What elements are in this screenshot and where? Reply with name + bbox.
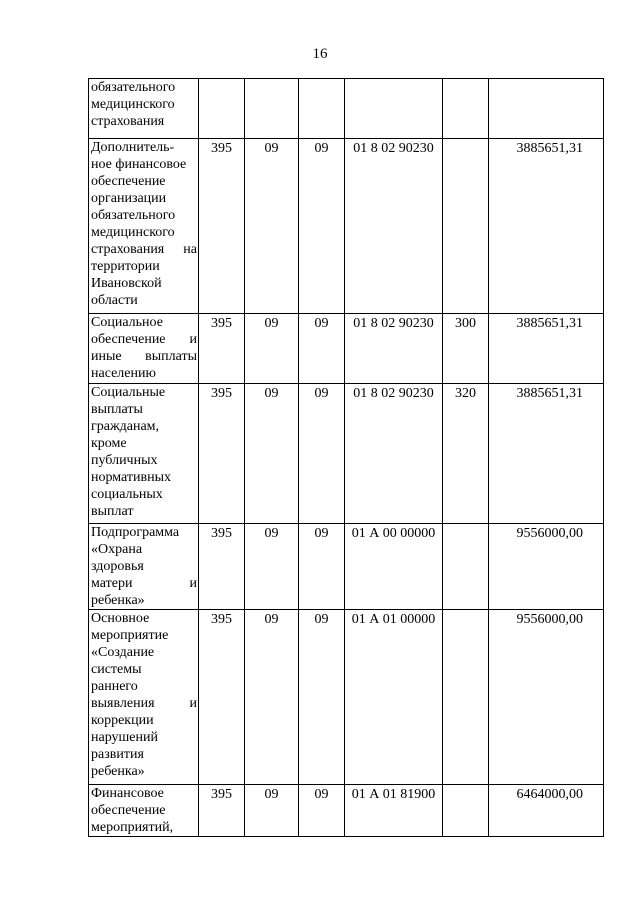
section-code-cell: 09 <box>245 524 299 610</box>
item-name-cell <box>89 314 199 384</box>
amount-cell <box>489 79 604 139</box>
amount-cell: 3885651,31 <box>489 139 604 314</box>
expense-type-cell <box>443 79 489 139</box>
section-code-cell <box>245 79 299 139</box>
table-row <box>89 785 604 837</box>
section-code-cell: 09 <box>245 384 299 524</box>
item-name-line: Основное <box>91 611 150 626</box>
subsection-code-cell <box>299 79 345 139</box>
item-name-cell <box>89 785 199 837</box>
expense-type-cell: 320 <box>443 384 489 524</box>
target-article-cell: 01 А 01 81900 <box>345 785 443 837</box>
section-code-cell: 09 <box>245 314 299 384</box>
page-number: 16 <box>312 46 328 62</box>
item-name-line: Дополнитель- <box>91 140 175 155</box>
item-name-line: медицинского <box>91 225 175 240</box>
item-name-line: «Создание <box>91 645 155 660</box>
item-name-line: системы <box>91 662 142 677</box>
expense-type-cell <box>443 785 489 837</box>
amount-cell: 3885651,31 <box>489 314 604 384</box>
item-name-line: матери и <box>91 576 197 591</box>
target-article-cell <box>345 79 443 139</box>
item-name-line: территории <box>91 259 160 274</box>
ministry-code-cell: 395 <box>199 524 245 610</box>
subsection-code-cell: 09 <box>299 785 345 837</box>
item-name-line: ребенка» <box>91 593 145 608</box>
subsection-code-cell: 09 <box>299 524 345 610</box>
item-name-line: нарушений <box>91 730 158 745</box>
amount-cell: 9556000,00 <box>489 524 604 610</box>
ministry-code-cell: 395 <box>199 785 245 837</box>
item-name-line: организации <box>91 191 167 206</box>
section-code-cell: 09 <box>245 610 299 785</box>
ministry-code-cell: 395 <box>199 139 245 314</box>
budget-table-body <box>89 79 604 837</box>
item-name-line: выплаты <box>91 402 143 417</box>
item-name-cell <box>89 384 199 524</box>
amount-cell: 6464000,00 <box>489 785 604 837</box>
table-row <box>89 384 604 524</box>
expense-type-cell <box>443 610 489 785</box>
expense-type-cell <box>443 524 489 610</box>
table-row <box>89 610 604 785</box>
item-name-line: обеспечение <box>91 174 166 189</box>
table-row <box>89 139 604 314</box>
table-row <box>89 524 604 610</box>
subsection-code-cell: 09 <box>299 314 345 384</box>
budget-table <box>88 78 604 837</box>
item-name-line: коррекции <box>91 713 154 728</box>
item-name-line: социальных <box>91 487 163 502</box>
item-name-cell <box>89 524 199 610</box>
subsection-code-cell: 09 <box>299 384 345 524</box>
item-name-cell <box>89 610 199 785</box>
item-name-line: обязательного <box>91 80 176 95</box>
item-name-line: страхования на <box>91 242 197 257</box>
target-article-cell: 01 А 01 00000 <box>345 610 443 785</box>
item-name-line: нормативных <box>91 470 172 485</box>
item-name-line: развития <box>91 747 144 762</box>
subsection-code-cell: 09 <box>299 610 345 785</box>
item-name-line: мероприятие <box>91 628 169 643</box>
item-name-line: обеспечение и <box>91 332 197 347</box>
section-code-cell: 09 <box>245 785 299 837</box>
target-article-cell: 01 А 00 00000 <box>345 524 443 610</box>
target-article-cell: 01 8 02 90230 <box>345 314 443 384</box>
ministry-code-cell: 395 <box>199 610 245 785</box>
item-name-line: Финансовое <box>91 786 164 801</box>
item-name-line: обеспечение <box>91 803 166 818</box>
item-name-line: выявления и <box>91 696 197 711</box>
item-name-line: иные выплаты <box>91 349 197 364</box>
amount-cell: 3885651,31 <box>489 384 604 524</box>
item-name-line: Социальное <box>91 315 163 330</box>
subsection-code-cell: 09 <box>299 139 345 314</box>
item-name-line: ное финансовое <box>91 157 187 172</box>
item-name-line: населению <box>91 366 156 381</box>
ministry-code-cell: 395 <box>199 314 245 384</box>
item-name-line: здоровья <box>91 559 144 574</box>
item-name-line: страхования <box>91 114 165 129</box>
expense-type-cell <box>443 139 489 314</box>
ministry-code-cell: 395 <box>199 384 245 524</box>
item-name-line: «Охрана <box>91 542 143 557</box>
item-name-line: Ивановской <box>91 276 162 291</box>
item-name-line: выплат <box>91 504 134 519</box>
item-name-line: обязательного <box>91 208 176 223</box>
section-code-cell: 09 <box>245 139 299 314</box>
item-name-line: публичных <box>91 453 158 468</box>
item-name-line: области <box>91 293 138 308</box>
amount-cell: 9556000,00 <box>489 610 604 785</box>
item-name-line: Подпрограмма <box>91 525 180 540</box>
target-article-cell: 01 8 02 90230 <box>345 139 443 314</box>
item-name-line: мероприятий, <box>91 820 174 835</box>
item-name-line: кроме <box>91 436 127 451</box>
target-article-cell: 01 8 02 90230 <box>345 384 443 524</box>
ministry-code-cell <box>199 79 245 139</box>
item-name-cell <box>89 139 199 314</box>
table-row <box>89 79 604 139</box>
item-name-cell <box>89 79 199 139</box>
item-name-line: ребенка» <box>91 764 145 779</box>
item-name-line: гражданам, <box>91 419 160 434</box>
item-name-line: медицинского <box>91 97 175 112</box>
expense-type-cell: 300 <box>443 314 489 384</box>
table-row <box>89 314 604 384</box>
item-name-line: раннего <box>91 679 138 694</box>
item-name-line: Социальные <box>91 385 166 400</box>
